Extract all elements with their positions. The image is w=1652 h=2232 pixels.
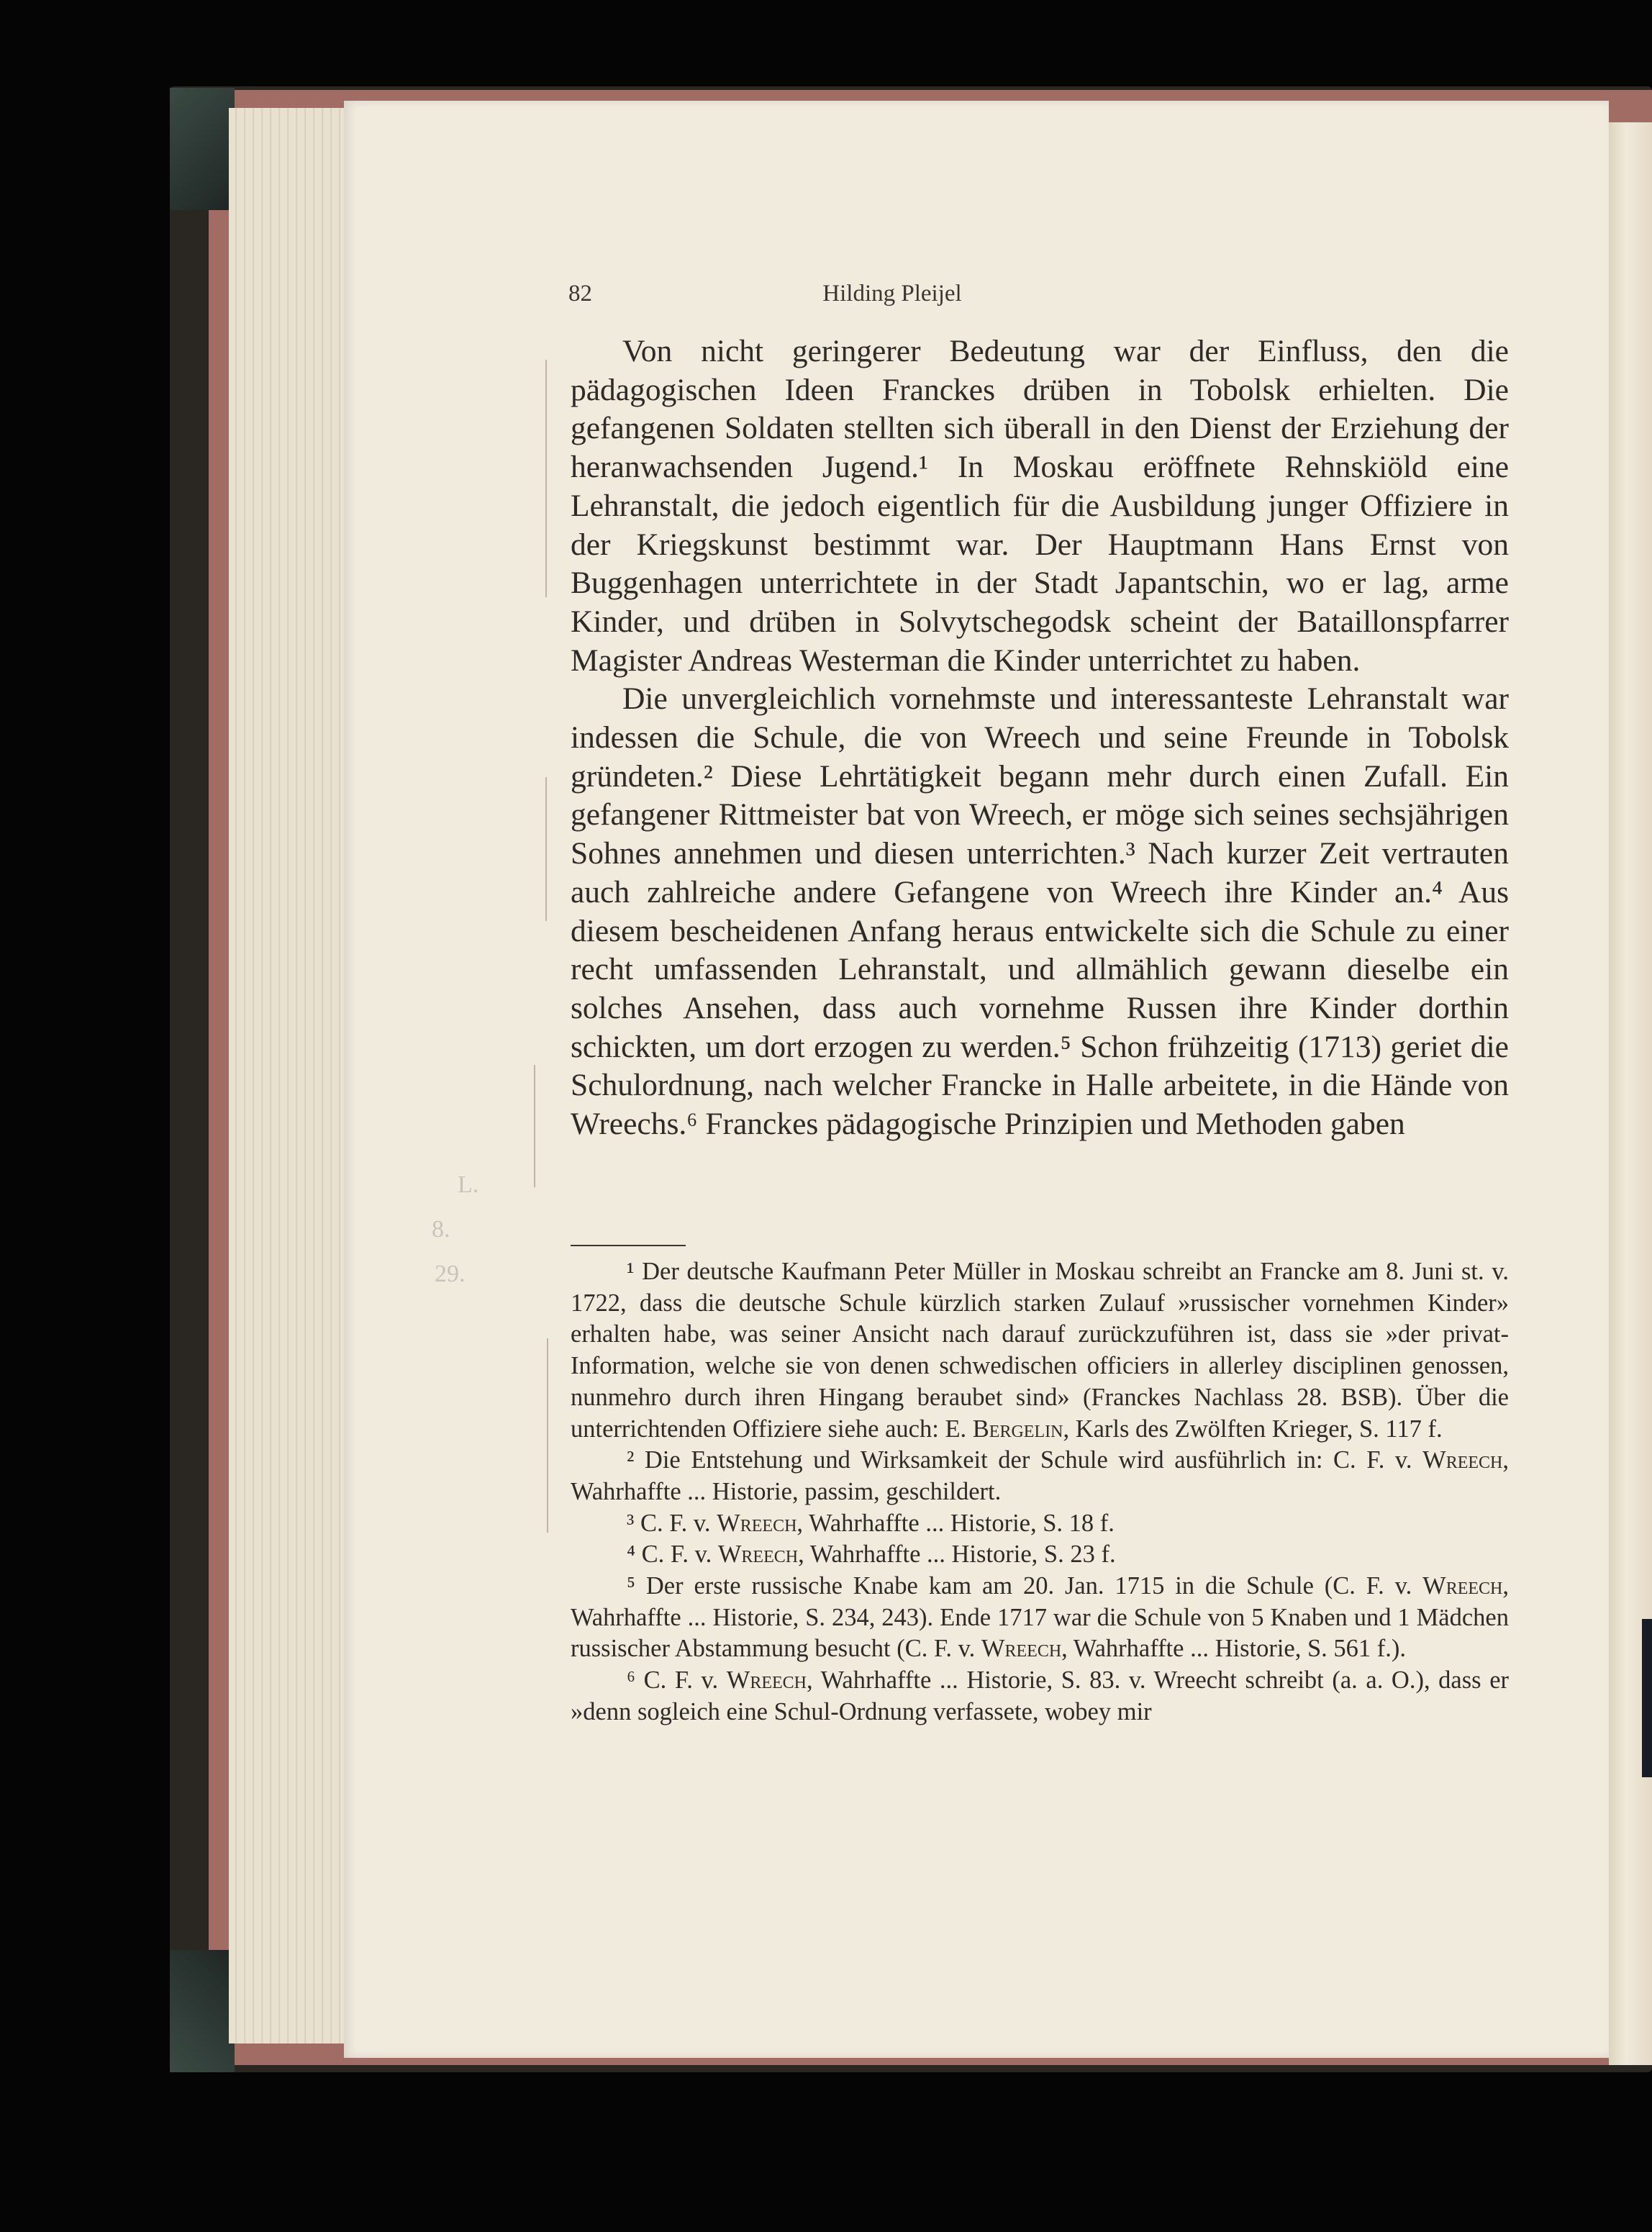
footnote: ⁵ Der erste russische Knabe kam am 20. Jan. 1715 in die Schule (C. F. v. Wreech, Wahrhaffte ... Historie, S. 234, 243). Ende 1717 war die Schule von 5 Knaben und 1 Mädchen russischer Abstammung besucht (C. F. v. Wreech, Wahrhaffte ... Historie, S. 561 f.).	[571, 1572, 1509, 1663]
footnote: ³ C. F. v. Wreech, Wahrhaffte ... Historie, S. 18 f.	[627, 1509, 1115, 1537]
footnote: ² Die Entstehung und Wirksamkeit der Schule wird ausführlich in: C. F. v. Wreech, Wahrhaffte ... Historie, passim, geschildert.	[571, 1446, 1509, 1505]
page-number: 82	[568, 281, 592, 307]
footnote: ⁴ C. F. v. Wreech, Wahrhaffte ... Historie, S. 23 f.	[627, 1541, 1116, 1569]
footnotes	[571, 1256, 1509, 1728]
page-header	[568, 281, 1216, 317]
footnote: ¹ Der deutsche Kaufmann Peter Müller in Moskau schreibt an Francke am 8. Juni st. v. 1722, dass die deutsche Schule kürzlich starken Zulauf »russischer vornehmen Kinder» erhalten habe, was seiner Ansicht nach darauf zurückzuführen ist, dass sie »der privat-Information, welche sie von denen schwedischen officiers in allerley disciplinen genossen, nunmehro durch ihren Hingang beraubet sind» (Franckes Nachlass 28. BSB). Über die unterrichtenden Offiziere siehe auch: E. Bergelin, Karls des Zwölften Krieger, S. 117 f.	[571, 1258, 1509, 1443]
running-head: Hilding Pleijel	[822, 281, 962, 307]
footnote-separator	[571, 1245, 686, 1246]
footnote: ⁶ C. F. v. Wreech, Wahrhaffte ... Historie, S. 83. v. Wreecht schreibt (a. a. O.), dass er »denn sogleich eine Schul-Ordnung verfassete, wobey mir	[571, 1666, 1509, 1725]
paragraph: Von nicht geringerer Bedeutung war der Einfluss, den die pädagogischen Ideen Franckes drüben in Tobolsk erhielten. Die gefangenen Soldaten stellten sich überall in den Dienst der Erziehung der heranwachsenden Jugend.¹ In Moskau eröffnete Rehnskiöld eine Lehranstalt, die jedoch eigentlich für die Ausbildung junger Offiziere in der Kriegskunst bestimmt war. Der Hauptmann Hans Ernst von Buggenhagen unterrichtete in der Stadt Japantschin, wo er lag, arme Kinder, und drüben in Solvytschegodsk scheint der Bataillonspfarrer Magister Andreas Westerman die Kinder unterrichtet zu haben.	[571, 334, 1509, 678]
book-tab	[1642, 1619, 1652, 1777]
margin-mark	[545, 777, 547, 921]
page-edges	[229, 108, 351, 2043]
pencil-note: L.	[458, 1171, 479, 1198]
pencil-note: 8.	[432, 1216, 450, 1243]
cover-corner-bottom	[170, 1950, 235, 2072]
margin-mark	[545, 360, 547, 597]
pencil-note: 29.	[435, 1261, 466, 1287]
margin-mark	[547, 1338, 548, 1533]
margin-mark	[534, 1065, 535, 1187]
cover-corner-top	[170, 88, 235, 210]
paragraph: Die unvergleichlich vornehmste und interessanteste Lehranstalt war indessen die Schule, die von Wreech und seine Freunde in Tobolsk gründeten.² Diese Lehrtätigkeit begann mehr durch einen Zufall. Ein gefangener Rittmeister bat von Wreech, er möge sich seines sechsjährigen Sohnes annehmen und diesen unterrichten.³ Nach kurzer Zeit vertrauten auch zahlreiche andere Gefangene von Wreech ihre Kinder an.⁴ Aus diesem bescheidenen Anfang heraus entwickelte sich die Schule zu einer recht umfassenden Lehranstalt, und allmählich gewann dieselbe ein solches Ansehen, dass auch vornehme Russen ihre Kinder dorthin schickten, um dort erzogen zu werden.⁵ Schon frühzeitig (1713) geriet die Schulordnung, nach welcher Francke in Halle arbeitete, in die Hände von Wreechs.⁶ Franckes pädagogische Prinzipien und Methoden gaben	[571, 681, 1509, 1142]
main-text	[571, 332, 1509, 1144]
